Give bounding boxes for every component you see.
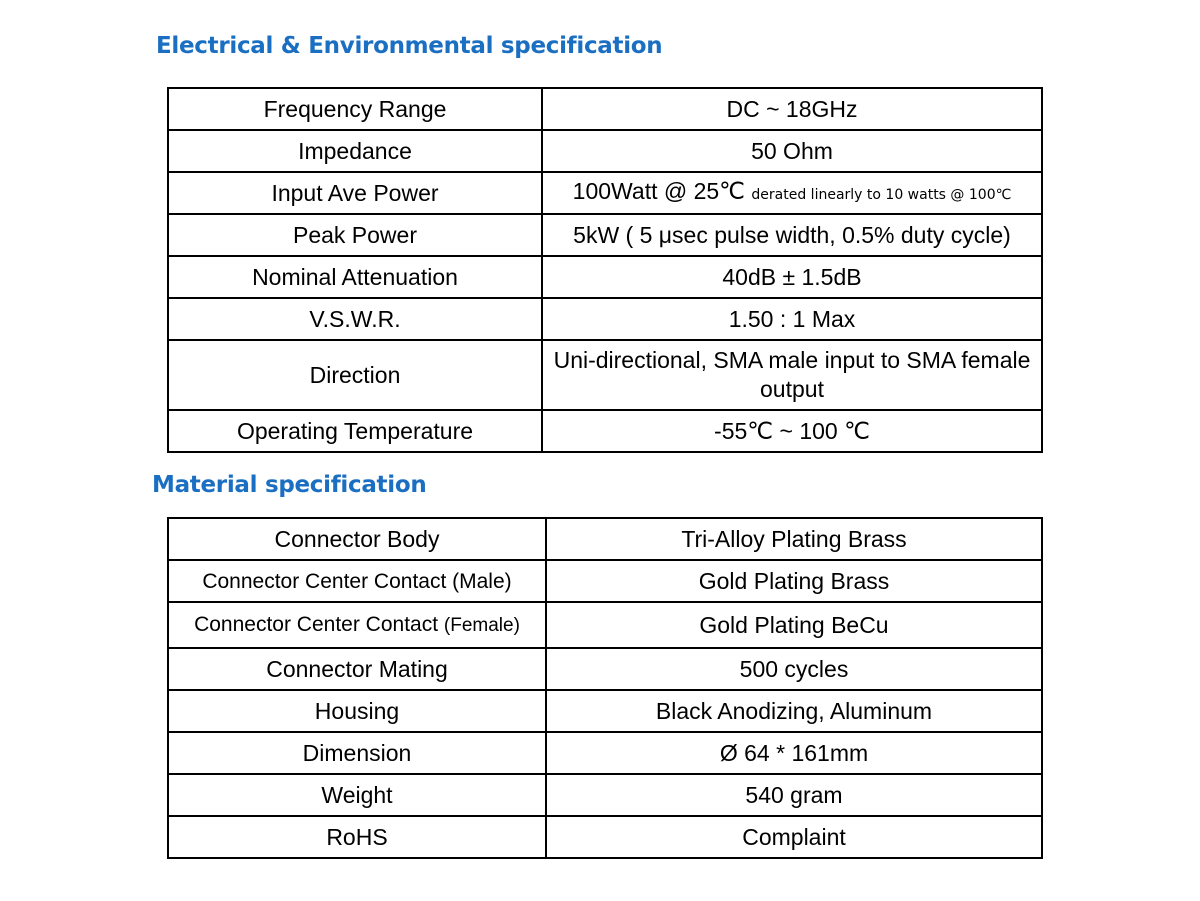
spec-value: Gold Plating BeCu — [546, 602, 1042, 648]
table-row — [168, 130, 1042, 172]
spec-label — [168, 602, 546, 648]
spec-label: Frequency Range — [168, 88, 542, 130]
spec-value: 500 cycles — [546, 648, 1042, 690]
spec-value: Black Anodizing, Aluminum — [546, 690, 1042, 732]
table-row — [168, 298, 1042, 340]
spec-value: -55℃ ~ 100 ℃ — [542, 410, 1042, 452]
table-row — [168, 256, 1042, 298]
spec-value-note: derated linearly to 10 watts @ 100℃ — [751, 186, 1012, 203]
spec-label-main: Connector Center Contact — [202, 569, 447, 593]
table-row — [168, 560, 1042, 602]
spec-value: DC ~ 18GHz — [542, 88, 1042, 130]
spec-value: Uni-directional, SMA male input to SMA female output — [542, 340, 1042, 410]
spec-value: Ø 64 * 161mm — [546, 732, 1042, 774]
spec-label-main: Connector Center Contact — [194, 613, 439, 636]
spec-label: Housing — [168, 690, 546, 732]
electrical-spec-table — [167, 87, 1043, 453]
table-row — [168, 410, 1042, 452]
table-row — [168, 690, 1042, 732]
material-spec-table — [167, 517, 1043, 859]
spec-label: Connector Body — [168, 518, 546, 560]
spec-value-main: 100Watt @ 25℃ — [572, 177, 746, 204]
table-row — [168, 518, 1042, 560]
table-row — [168, 774, 1042, 816]
spec-value: 40dB ± 1.5dB — [542, 256, 1042, 298]
table-row — [168, 172, 1042, 214]
table-row — [168, 214, 1042, 256]
spec-label: RoHS — [168, 816, 546, 858]
spec-label-suffix: (Female) — [443, 615, 520, 636]
spec-value: 50 Ohm — [542, 130, 1042, 172]
spec-label: Connector Mating — [168, 648, 546, 690]
spec-label: Peak Power — [168, 214, 542, 256]
table-row — [168, 340, 1042, 410]
spec-label: Input Ave Power — [168, 172, 542, 214]
spec-value: Complaint — [546, 816, 1042, 858]
spec-label-suffix: (Male) — [452, 569, 512, 593]
table-row — [168, 816, 1042, 858]
table-row — [168, 88, 1042, 130]
spec-label: Impedance — [168, 130, 542, 172]
electrical-spec-title: Electrical & Environmental specification — [156, 33, 663, 59]
spec-label: Weight — [168, 774, 546, 816]
table-row — [168, 648, 1042, 690]
spec-value: Gold Plating Brass — [546, 560, 1042, 602]
spec-label — [168, 560, 546, 602]
spec-label: V.S.W.R. — [168, 298, 542, 340]
spec-label: Operating Temperature — [168, 410, 542, 452]
table-row — [168, 732, 1042, 774]
spec-label: Nominal Attenuation — [168, 256, 542, 298]
spec-value: Tri-Alloy Plating Brass — [546, 518, 1042, 560]
spec-value: 540 gram — [546, 774, 1042, 816]
material-spec-title: Material specification — [152, 472, 427, 498]
spec-value — [542, 172, 1042, 214]
spec-value: 1.50 : 1 Max — [542, 298, 1042, 340]
spec-label: Direction — [168, 340, 542, 410]
spec-label: Dimension — [168, 732, 546, 774]
table-row — [168, 602, 1042, 648]
spec-value: 5kW ( 5 μsec pulse width, 0.5% duty cycle) — [542, 214, 1042, 256]
